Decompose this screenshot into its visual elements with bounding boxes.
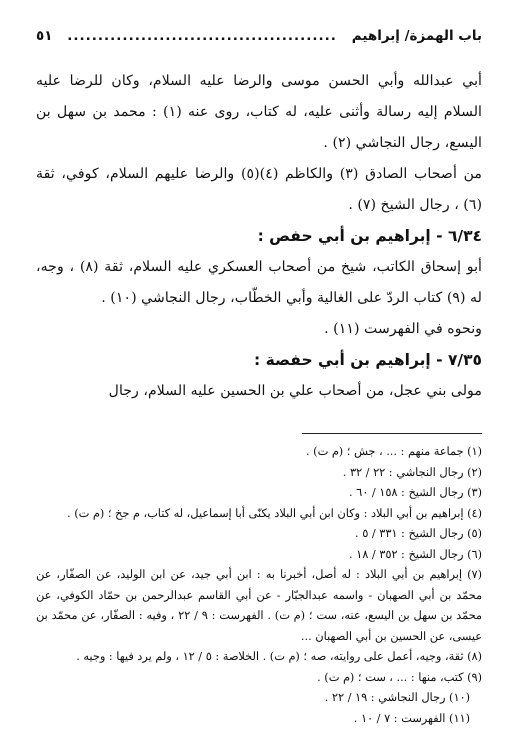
footnote: (١٠) رجال النجاشي : ١٩ / ٢٢ .	[324, 691, 470, 704]
page-number: ٥١	[36, 28, 53, 44]
entry-title: ٦/٣٤ - إبراهيم بن أبي حفص :	[257, 227, 482, 245]
footnote: (٤) إبراهيم بن أبي البلاد : وكان ابن أبي البلاد يكنّى أبا إسماعيل، له كتاب، م جخ ؛ (م ت) .	[67, 506, 482, 520]
entry-title: ٧/٣٥ - إبراهيم بن أبي حفصة :	[254, 351, 482, 369]
header-leader-dots: ............................................	[67, 28, 337, 44]
footnote: (٦) رجال الشيخ : ٣٥٢ / ١٨ .	[348, 547, 482, 561]
paragraph: من أصحاب الصادق (٣) والكاظم (٤)(٥) والرضا عليهم السلام، كوفي، ثقة (٦) ، رجال الشيخ (٧) .	[36, 166, 482, 213]
paragraph: ونحوه في الفهرست (١١) .	[324, 321, 482, 337]
footnote: (٣) رجال الشيخ : ١٥٨ / ٦٠ .	[348, 486, 482, 499]
paragraph: مولى بني عجل، من أصحاب علي بن الحسين عليه السلام، رجال	[108, 383, 482, 399]
footnote: (٨) ثقة، وجيه، أعمل على روايته، صه ؛ (م ت) . الخلاصة : ٥ / ١٢ ، ولم يرد فيها : وجيه .	[76, 650, 482, 663]
footnote: (٩) كتب، منها : ... ، ست ؛ (م ت) .	[317, 670, 482, 684]
footnote: (١١) الفهرست : ٧ / ١٠ .	[353, 711, 470, 725]
paragraph: أبي عبدالله وأبي الحسن موسى والرضا عليه السلام، وكان للرضا عليه السلام إليه رسالة وأثنى عليه، له كتاب، روى عنه (١) : محمد بن سهل بن اليسع، رجال النجاشي (٢) .	[36, 73, 482, 151]
paragraph: أبو إسحاق الكاتب، شيخ من أصحاب العسكري عليه السلام، ثقة (٨) ، وجه، له (٩) كتاب الردّ على الغالية وأبي الخطّاب، رجال النجاشي (١٠) .	[36, 259, 482, 306]
footnote: (٢) رجال النجاشي : ٢٢ / ٣٢ .	[342, 465, 482, 479]
main-text	[36, 66, 482, 407]
footnotes	[36, 442, 482, 729]
running-title: باب الهمزة/ إبراهيم	[351, 28, 482, 44]
footnote: (٥) رجال الشيخ : ٣٣١ / ٥ .	[355, 527, 482, 540]
footnote: (٧) إبراهيم بن أبي البلاد : له أصل، أخبرنا به : ابن أبي جيد، عن ابن الوليد، عن الصفّار، عن محمّد بن أبي الصهبان - واسمه عبدالجبّار - عن أبي القاسم عبدالرحمن بن حمّاد الكوفي، عن محمّد بن سهل بن اليسع، عنه، ست ؛ (م ت) . الفهرست : ٩ / ٢٢ ، وفيه : الصفّار، عن محمّد بن عيسى، عن الحسين بن أبي الصهبان ...	[36, 568, 482, 643]
footnote: (١) جماعة منهم : ... ، جش ؛ (م ت) .	[306, 445, 482, 458]
footnote-separator	[302, 433, 482, 434]
running-header	[36, 28, 482, 46]
